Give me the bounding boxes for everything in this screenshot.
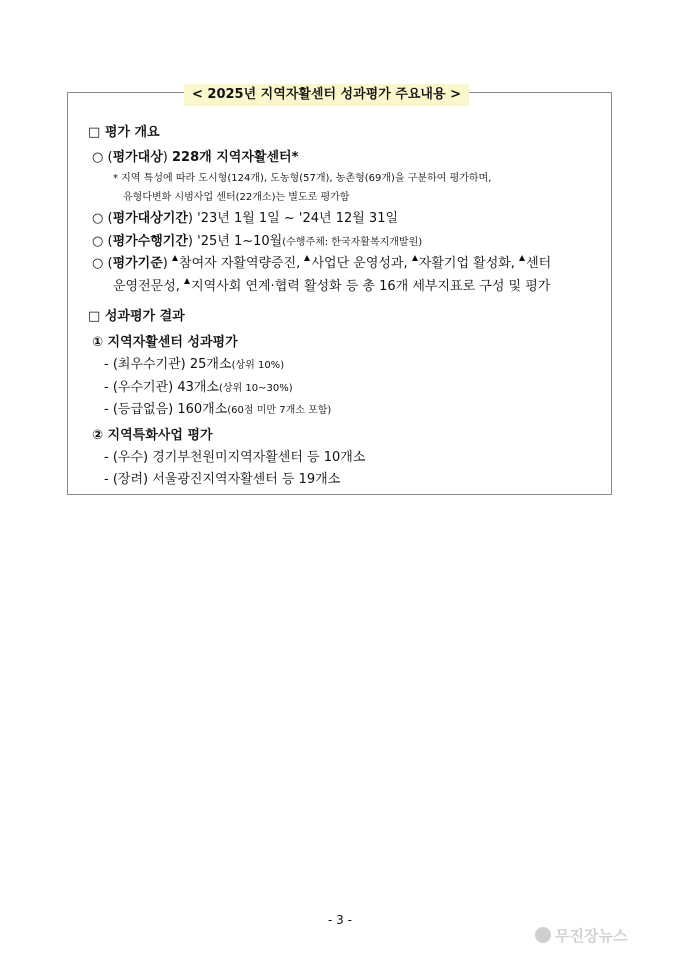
item-label: 평가대상기간	[112, 211, 188, 226]
subsection-center-eval	[92, 331, 238, 350]
result-text: - (장려) 서울광진지역자활센터 등 19개소	[104, 472, 341, 487]
result-line	[104, 398, 331, 417]
item-value: 228개 지역자활센터*	[172, 150, 299, 165]
section-title: 성과평가 결과	[104, 309, 185, 324]
note-line: 유형다변화 시범사업 센터(22개소)는 별도로 평가함	[123, 192, 350, 203]
result-text: - (우수) 경기부천원미지역자활센터 등 10개소	[104, 450, 366, 465]
item-criteria	[92, 252, 551, 271]
sub-title: 지역특화사업 평가	[107, 428, 213, 443]
paren-open: (	[107, 211, 113, 226]
bullet-marker: ○	[92, 234, 104, 249]
item-label: 평가기준	[112, 256, 163, 271]
note-line: * 지역 특성에 따라 도시형(124개), 도농형(57개), 농촌형(69개)을 구분하여 평가하며,	[113, 173, 492, 184]
sub-marker: ①	[92, 335, 104, 350]
result-text: - (최우수기관) 25개소	[104, 357, 232, 372]
bullet-marker: ○	[92, 211, 104, 226]
result-line	[104, 353, 284, 372]
result-text: - (우수기관) 43개소	[104, 380, 219, 395]
item-target	[92, 146, 298, 165]
section-title: 평가 개요	[104, 125, 160, 140]
criteria-text: 센터	[526, 256, 552, 271]
item-criteria-cont	[113, 275, 550, 294]
triangle-icon	[184, 278, 190, 284]
triangle-icon	[304, 255, 310, 261]
result-text: - (등급없음) 160개소	[104, 402, 228, 417]
item-execution	[92, 230, 422, 249]
section-marker: □	[88, 309, 101, 324]
result-note: (상위 10~30%)	[219, 383, 293, 394]
item-period	[92, 207, 398, 226]
criteria-text: 자활기업 활성화,	[418, 256, 515, 271]
paren-open: (	[107, 150, 113, 165]
section-overview	[88, 121, 160, 140]
triangle-icon	[519, 255, 525, 261]
paren-open: (	[107, 234, 113, 249]
subsection-special-eval	[92, 424, 213, 443]
triangle-icon	[412, 255, 418, 261]
result-line	[104, 446, 365, 465]
criteria-text: 운영전문성,	[113, 279, 180, 294]
box-title: < 2025년 지역자활센터 성과평가 주요내용 >	[184, 84, 469, 106]
page-number: - 3 -	[328, 913, 352, 927]
paren-open: (	[107, 256, 113, 271]
item-note: (수행주체: 한국자활복지개발원)	[282, 237, 423, 248]
bullet-marker: ○	[92, 150, 104, 165]
item-value: '25년 1~10월	[197, 234, 283, 249]
sub-marker: ②	[92, 428, 104, 443]
paren-close: )	[162, 256, 168, 271]
watermark-text: 무진장뉴스	[555, 927, 628, 945]
section-results	[88, 305, 185, 324]
result-note: (60점 미만 7개소 포함)	[227, 405, 332, 416]
paren-close: )	[162, 150, 168, 165]
section-marker: □	[88, 125, 101, 140]
result-note: (상위 10%)	[231, 360, 285, 371]
criteria-text: 참여자 자활역량증진,	[179, 256, 301, 271]
criteria-text: 사업단 운영성과,	[311, 256, 408, 271]
item-value: '23년 1월 1일 ~ '24년 12월 31일	[197, 211, 399, 226]
result-line	[104, 468, 340, 487]
triangle-icon	[172, 255, 178, 261]
bullet-marker: ○	[92, 256, 104, 271]
item-label: 평가수행기간	[112, 234, 188, 249]
paren-close: )	[187, 234, 193, 249]
sub-title: 지역자활센터 성과평가	[107, 335, 238, 350]
watermark-logo-icon	[535, 927, 551, 943]
item-label: 평가대상	[112, 150, 163, 165]
criteria-text: 지역사회 연계·협력 활성화 등 총 16개 세부지표로 구성 및 평가	[191, 279, 551, 294]
result-line	[104, 376, 293, 395]
watermark	[535, 925, 627, 946]
paren-close: )	[187, 211, 193, 226]
